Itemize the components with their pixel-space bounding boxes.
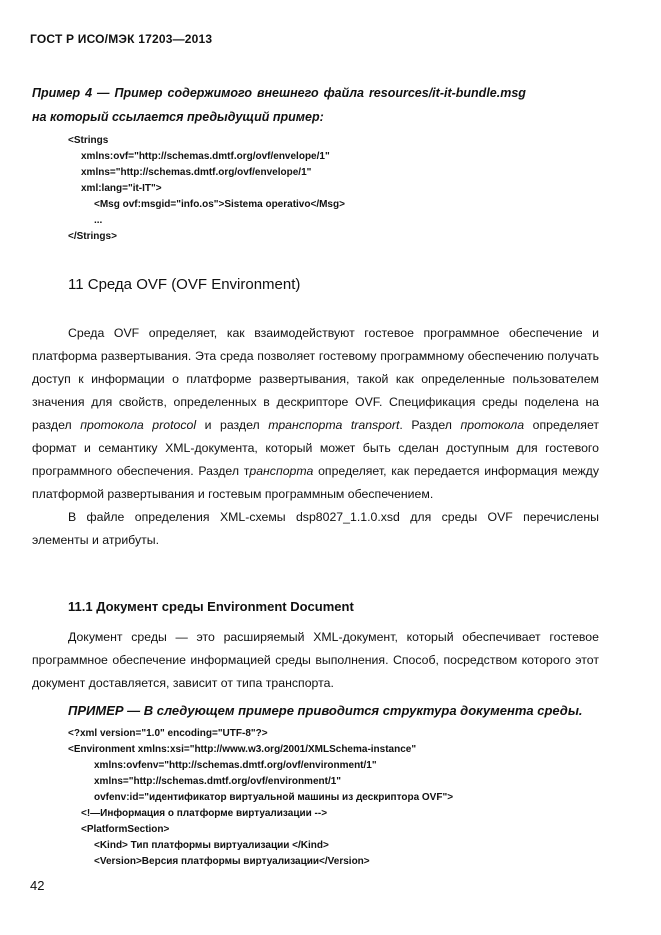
code-line: <!—Информация о платформе виртуализации --> xyxy=(81,808,328,819)
code-line: <?xml version="1.0" encoding="UTF-8"?> xyxy=(68,728,268,739)
example4-title-line2: на который ссылается предыдущий пример: xyxy=(32,110,324,124)
code-line: xmlns:ovfenv="http://schemas.dmtf.org/ovf/environment/1" xyxy=(94,760,377,771)
code-line: xmlns="http://schemas.dmtf.org/ovf/envelope/1" xyxy=(81,167,312,178)
paragraph: В файле определения XML-схемы dsp8027_1.1.0.xsd для среды OVF перечислены элементы и атрибуты. xyxy=(32,510,599,547)
code-line: <Version>Версия платформы виртуализации</Version> xyxy=(94,856,370,867)
code-line: <Strings xyxy=(68,135,109,146)
code-line: <Environment xmlns:xsi="http://www.w3.org/2001/XMLSchema-instance" xyxy=(68,744,417,755)
code-line: xmlns="http://schemas.dmtf.org/ovf/environment/1" xyxy=(94,776,342,787)
code-line: <Msg ovf:msgid="info.os">Sistema operativo</Msg> xyxy=(94,199,345,210)
code-line: <PlatformSection> xyxy=(81,824,170,835)
code-line: ovfenv:id="идентификатор виртуальной машины из дескриптора OVF"> xyxy=(94,792,454,803)
code-line: xmlns:ovf="http://schemas.dmtf.org/ovf/envelope/1" xyxy=(81,151,330,162)
section-body xyxy=(32,322,599,552)
paragraph: Документ среды — это расширяемый XML-документ, который обеспечивает гостевое программное обеспечение информацией среды выполнения. Способ, посредством которого этот документ доставляется, зависит от типа транспорта. xyxy=(32,630,599,690)
paragraph: Среда OVF определяет, как взаимодействуют гостевое программное обеспечение и платформа развертывания. Эта среда позволяет гостевому программному обеспечению получать доступ к информации о платформе развертывания, такой как определенные пользователем значения для свойств, определенных в дескрипторе OVF. Спецификация среды поделена на раздел протокола protocol и раздел транспорта transport. Раздел протокола определяет формат и семантику XML-документа, который может быть сделан доступным для гостевого программного обеспечения. Раздел транспорта определяет, как передается информация между платформой развертывания и гостевым программным обеспечением. xyxy=(32,326,600,501)
code-line: <Kind> Тип платформы виртуализации </Kind> xyxy=(94,840,329,851)
example-caption: ПРИМЕР — В следующем примере приводится структура документа среды. xyxy=(68,703,583,718)
code-line: ... xyxy=(94,215,103,226)
example4-title-line1: Пример 4 — Пример содержимого внешнего файла resources/it-it-bundle.msg xyxy=(32,86,526,100)
subsection-heading: 11.1 Документ среды Environment Document xyxy=(68,599,354,614)
code-line: </Strings> xyxy=(68,231,117,242)
page-number: 42 xyxy=(30,878,45,893)
code-line: xml:lang="it-IT"> xyxy=(81,183,162,194)
document-header: ГОСТ Р ИСО/МЭК 17203—2013 xyxy=(30,32,213,46)
section-heading: 11 Среда OVF (OVF Environment) xyxy=(68,276,301,293)
